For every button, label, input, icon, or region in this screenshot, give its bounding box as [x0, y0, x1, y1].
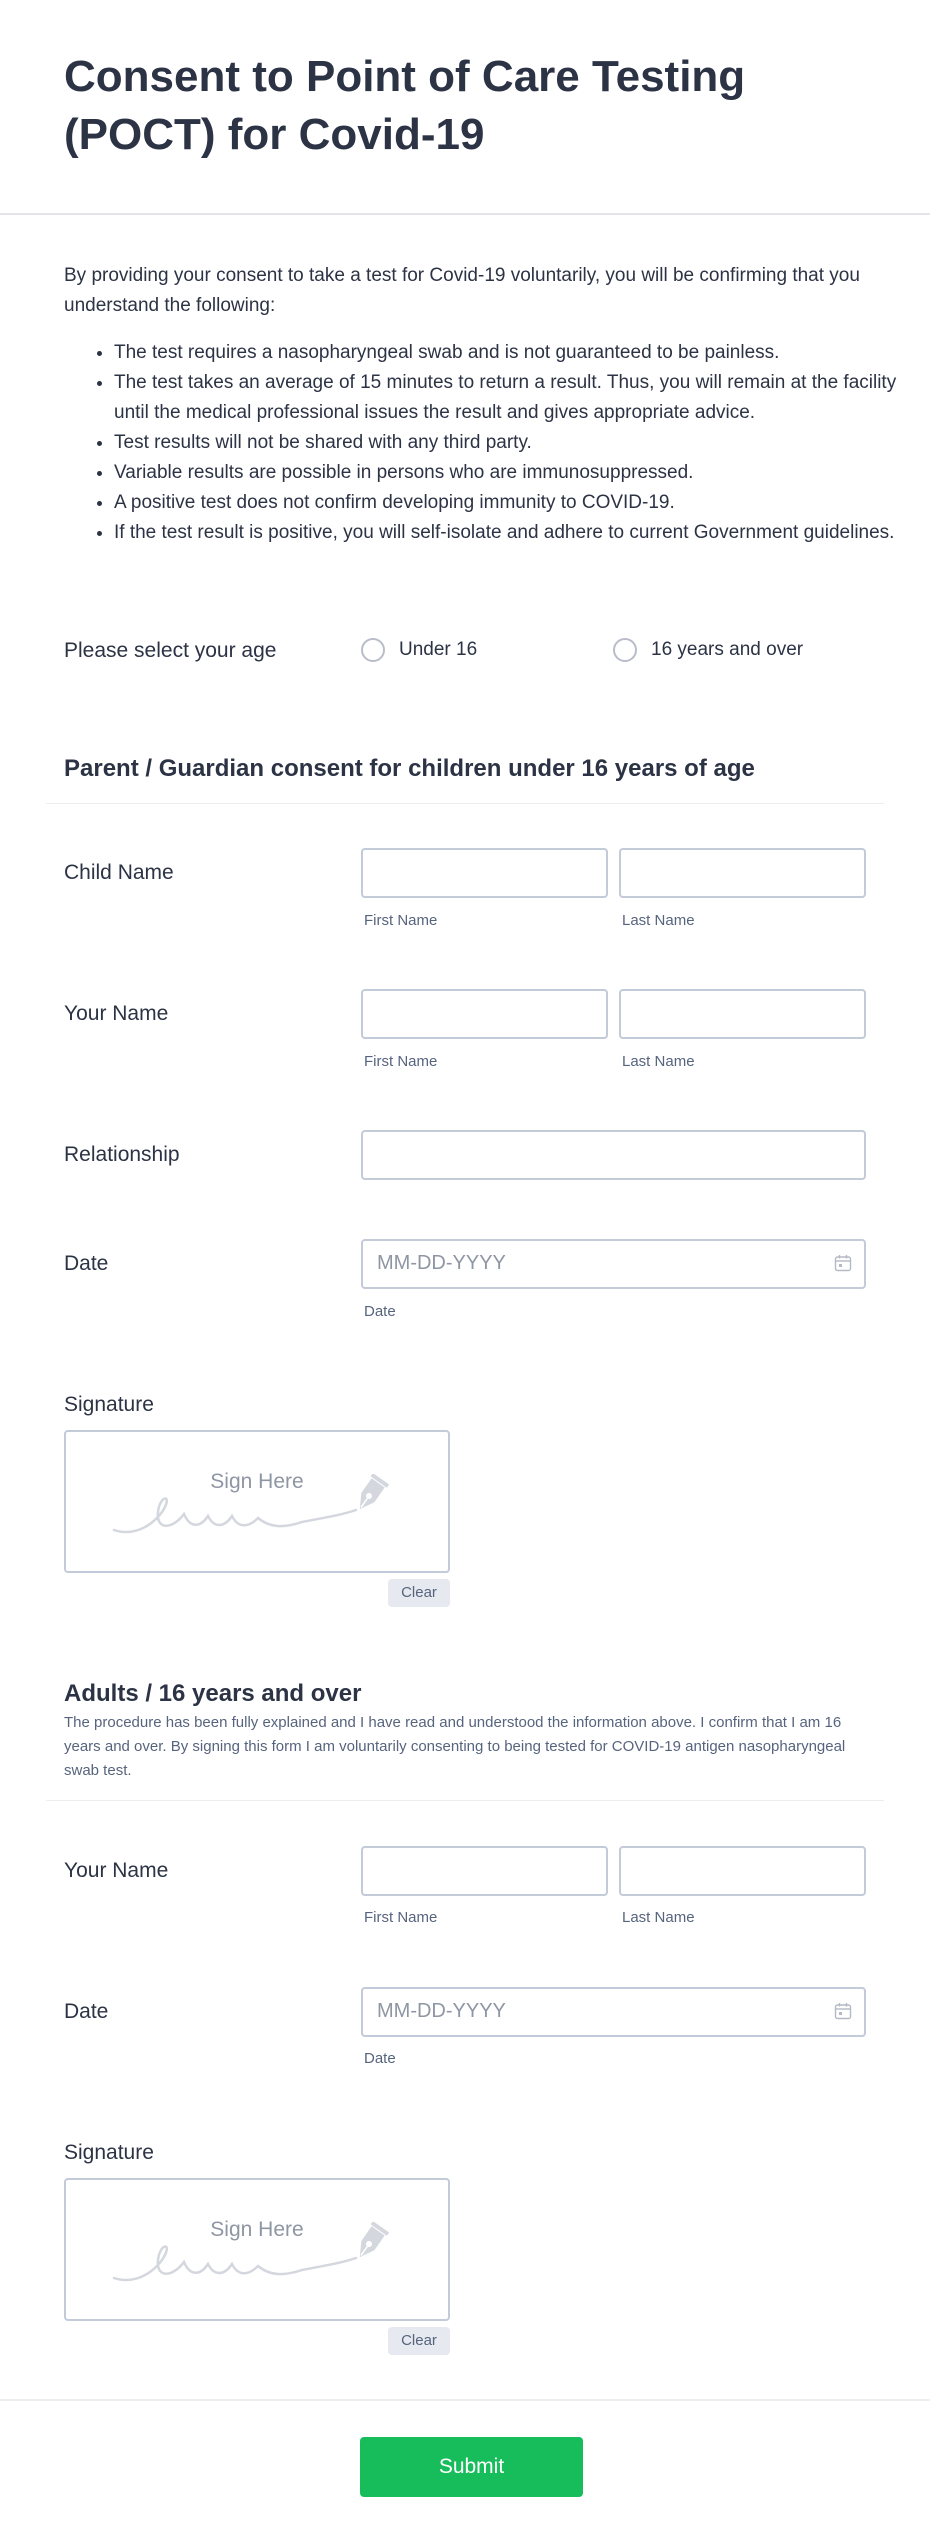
pen-icon — [346, 1474, 392, 1518]
radio-label: 16 years and over — [651, 639, 804, 660]
child-last-name-input[interactable] — [619, 848, 866, 898]
radio-circle[interactable] — [613, 638, 637, 662]
adult-section-title: Adults / 16 years and over — [64, 1680, 362, 1707]
date-placeholder: MM-DD-YYYY — [377, 2000, 506, 2022]
guardian-section-title: Parent / Guardian consent for children under 16 years of age — [64, 755, 755, 782]
pen-icon — [346, 2222, 392, 2266]
guardian-clear-button[interactable]: Clear — [388, 1579, 450, 1607]
list-item: • The test takes an average of 15 minutes to return a result. Thus, you will remain at the facility until the medical professional issues the result and gives appropriate advice. — [114, 368, 926, 428]
radio-label: Under 16 — [399, 639, 478, 660]
radio-under-16[interactable] — [361, 638, 477, 662]
signature-placeholder: Sign Here — [210, 1470, 304, 1493]
radio-16-and-over[interactable] — [613, 638, 803, 662]
adult-last-name-input[interactable] — [619, 1846, 866, 1896]
relationship-input[interactable] — [361, 1130, 866, 1180]
adult-section-description: The procedure has been fully explained and I have read and understood the information above. I confirm that I am 16 years and over. By signing this form I am voluntarily consenting to being tested for COVID-19 antigen nasopharyngeal swab test. — [64, 1714, 846, 1779]
list-item: • If the test result is positive, you will self-isolate and adhere to current Government guidelines. — [114, 518, 926, 548]
guardian-last-name-input[interactable] — [619, 989, 866, 1039]
relationship-label: Relationship — [64, 1143, 180, 1166]
last-name-sublabel: Last Name — [622, 912, 695, 929]
signature-label: Signature — [64, 2141, 154, 2164]
intro-text: By providing your consent to take a test for Covid-19 voluntarily, you will be confirming that you understand the following: — [64, 265, 860, 316]
signature-label: Signature — [64, 1393, 154, 1416]
your-name-label: Your Name — [64, 1002, 169, 1025]
date-label: Date — [64, 2000, 109, 2023]
submit-button[interactable]: Submit — [360, 2437, 583, 2497]
date-placeholder: MM-DD-YYYY — [377, 1252, 506, 1274]
first-name-sublabel: First Name — [364, 912, 438, 929]
child-name-label: Child Name — [64, 861, 174, 884]
radio-circle[interactable] — [361, 638, 385, 662]
adult-clear-button[interactable]: Clear — [388, 2327, 450, 2355]
adult-date-input[interactable] — [361, 1987, 866, 2037]
signature-placeholder: Sign Here — [210, 2218, 304, 2241]
date-label: Date — [64, 1252, 109, 1275]
date-sublabel: Date — [364, 1303, 396, 1320]
list-item: • A positive test does not confirm developing immunity to COVID-19. — [114, 488, 926, 518]
last-name-sublabel: Last Name — [622, 1909, 695, 1926]
calendar-icon[interactable] — [834, 2002, 852, 2020]
section-divider — [46, 1800, 884, 1801]
adult-first-name-input[interactable] — [361, 1846, 608, 1896]
consent-list — [64, 338, 926, 548]
guardian-signature-pad[interactable] — [64, 1430, 450, 1573]
list-item: • Test results will not be shared with any third party. — [114, 428, 926, 458]
list-item: • Variable results are possible in persons who are immunosuppressed. — [114, 458, 926, 488]
calendar-icon[interactable] — [834, 1254, 852, 1272]
age-question-label: Please select your age — [64, 639, 277, 662]
your-name-label: Your Name — [64, 1859, 169, 1882]
footer-divider — [0, 2399, 930, 2401]
form-title: Consent to Point of Care Testing (POCT) for Covid-19 — [64, 52, 746, 159]
adult-signature-pad[interactable] — [64, 2178, 450, 2321]
guardian-date-input[interactable] — [361, 1239, 866, 1289]
list-item: • The test requires a nasopharyngeal swab and is not guaranteed to be painless. — [114, 338, 926, 368]
header-divider — [0, 213, 930, 215]
child-first-name-input[interactable] — [361, 848, 608, 898]
section-divider — [46, 803, 884, 804]
guardian-first-name-input[interactable] — [361, 989, 608, 1039]
date-sublabel: Date — [364, 2050, 396, 2067]
last-name-sublabel: Last Name — [622, 1053, 695, 1070]
first-name-sublabel: First Name — [364, 1909, 438, 1926]
first-name-sublabel: First Name — [364, 1053, 438, 1070]
